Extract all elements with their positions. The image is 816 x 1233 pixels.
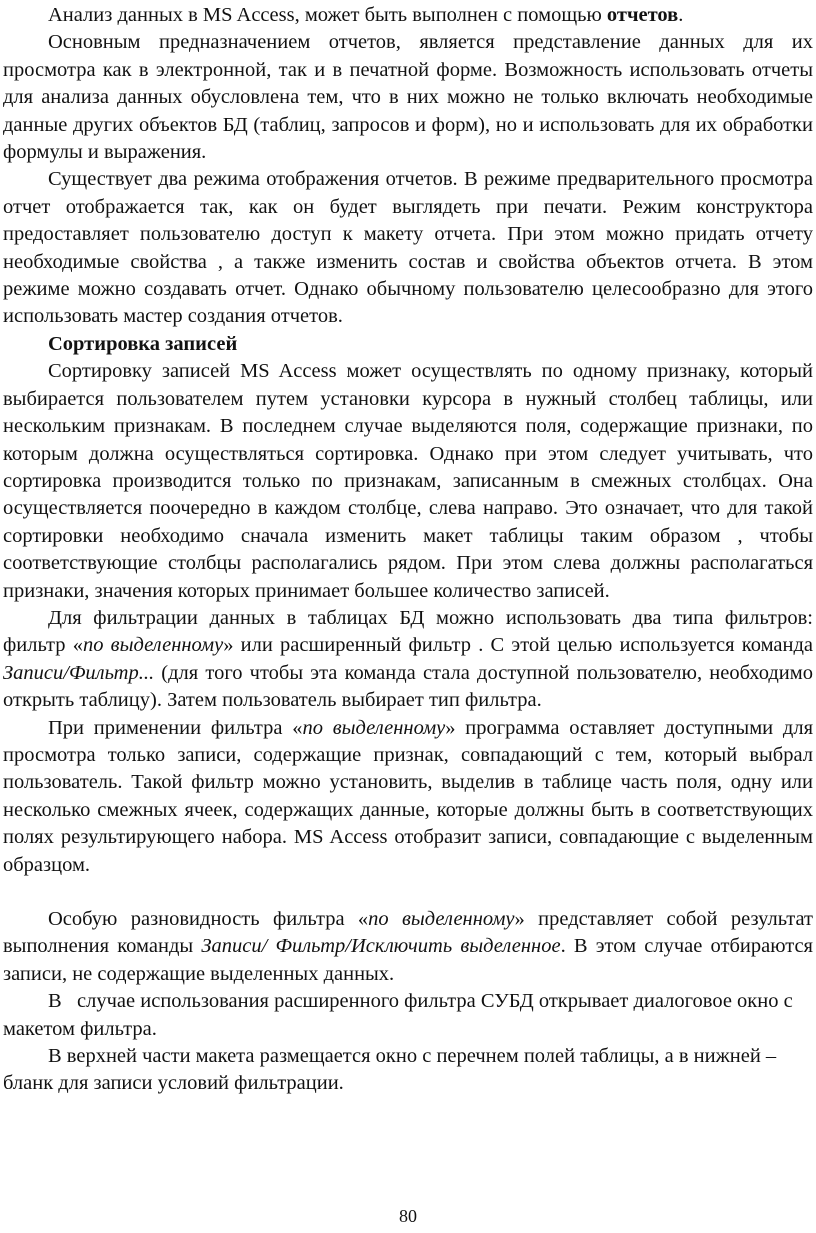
italic-term: по выделенному — [302, 716, 446, 739]
intro-bold-term: отчетов — [606, 4, 679, 26]
italic-term: по выделенному — [82, 634, 224, 657]
paragraph-filter-layout: В верхней части макета размещается окно с перечнем полей таблицы, а в нижней – бланк для записи условий фильтрации. — [3, 1045, 777, 1095]
paragraph-advanced-filter: В случае использования расширенного фильтра СУБД открывает диалоговое окно с макетом фильтра. — [3, 990, 798, 1040]
italic-command: Записи/ Фильтр/Исключить выделенное — [201, 935, 561, 958]
blank-line — [3, 879, 813, 906]
paragraph-exclude-filter: Особую разновидность фильтра «по выделенному» представляет собой результат выполнения команды Записи/ Фильтр/Исключить выделенное. В этом случае отбираются записи, не содержащие выделенных данных. — [3, 908, 813, 985]
paragraph-reports-purpose: Основным предназначением отчетов, является представление данных для их просмотра как в электронной, так и в печатной форме. Возможность использовать отчеты для анализа данных обусловлена тем, что в них можно не только включать необходимые данные других объектов БД (таблиц, запросов и форм), но и использовать для их обработки формулы и выражения. — [3, 31, 813, 164]
paragraph-sorting: Сортировку записей MS Access может осуществлять по одному признаку, который выбирается пользователем путем установки курсора в нужный столбец таблицы, или нескольким признакам. В последнем случае выделяются поля, содержащие признаки, по которым должна осуществляться сортировка. Однако при этом следует учитывать, что сортировка производится только по признакам, записанным в смежных столбцах. Она осуществляется поочередно в каждом столбце, слева направо. Это означает, что для такой сортировки необходимо сначала изменить макет таблицы таким образом , чтобы соответствующие столбцы располагались рядом. При этом слева должны располагаться признаки, значения которых принимает большее количество записей. — [3, 360, 813, 602]
italic-command: Записи/Фильтр... — [3, 661, 155, 684]
italic-term: по выделенному — [368, 908, 515, 930]
paragraph-selection-filter: При применении фильтра «по выделенному» программа оставляет доступными для просмотра только записи, содержащие признак, совпадающий с тем, который выбрал пользователь. Такой фильтр можно установить, выделив в таблице часть поля, одну или несколько смежных ячеек, содержащих данные, которые должны быть в соответствующих полях результирующего набора. MS Access отобразит записи, совпадающие с выделенным образцом. — [3, 716, 814, 876]
paragraph-report-modes: Существует два режима отображения отчетов. В режиме предварительного просмотра отчет отображается так, как он будет выглядеть при печати. Режим конструктора предоставляет пользователю доступ к макету отчета. При этом можно придать отчету необходимые свойства , а также изменить состав и свойства объектов отчета. В этом режиме можно создавать отчет. Однако обычному пользователю целесообразно для этого использовать мастер создания отчетов. — [3, 168, 813, 328]
paragraph-intro — [3, 2, 813, 29]
intro-end: . — [678, 4, 684, 26]
intro-text: Анализ данных в MS Access, может быть выполнен с помощью — [48, 4, 607, 26]
paragraph-filter-types: Для фильтрации данных в таблицах БД можно использовать два типа фильтров: фильтр «по выделенному» или расширенный фильтр . С этой целью используется команда Записи/Фильтр... (для того чтобы эта команда стала доступной пользователю, необходимо открыть таблицу). Затем пользователь выбирает тип фильтра. — [3, 606, 814, 712]
page-number: 80 — [399, 1206, 417, 1226]
heading-sorting: Сортировка записей — [48, 332, 238, 355]
